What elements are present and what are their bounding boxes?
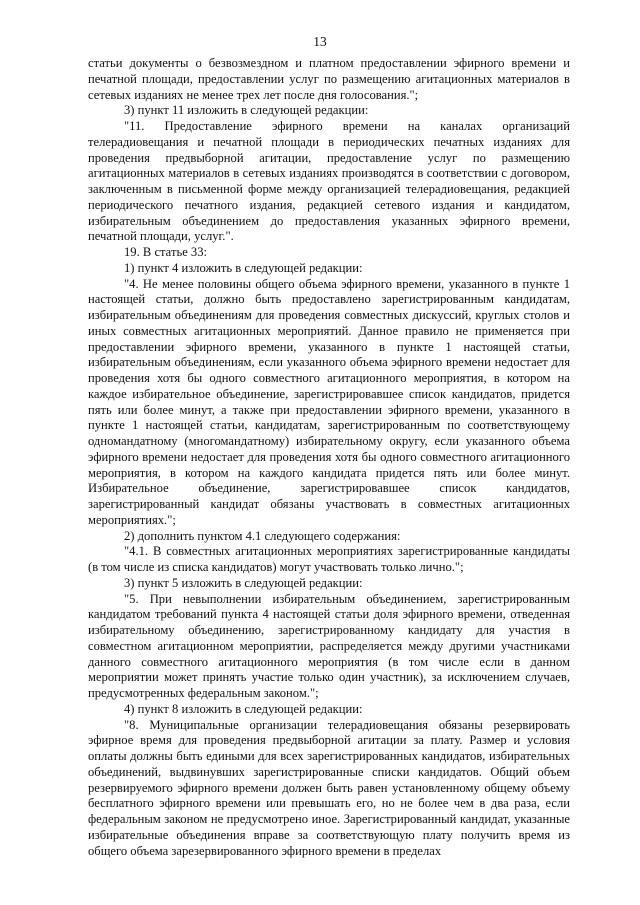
paragraph: 1) пункт 4 изложить в следующей редакции:: [124, 260, 363, 275]
paragraph: 19. В статье 33:: [124, 245, 208, 259]
paragraph: 3) пункт 11 изложить в следующей редакции:: [124, 103, 369, 118]
paragraph: "11. Предоставление эфирного времени на каналах организаций телерадиовещания и печатной площади в периодических печатных изданиях для проведения предвыборной агитации, предоставление услуг по размещению агитационных материалов в сетевых изданиях производятся в соответствии с договором, заключенным в письменной форме между организацией телерадиовещания, редакцией периодического печатного издания, редакцией сетевого издания и кандидатом, избирательным объединением до предоставления указанных эфирного времени, печатной площади, услуг.".: [88, 119, 570, 244]
paragraph: 3) пункт 5 изложить в следующей редакции:: [124, 575, 363, 590]
document-body: [88, 56, 570, 859]
paragraph: "8. Муниципальные организации телерадиовещания обязаны резервировать эфирное время для проведения предвыборной агитации за плату. Размер и условия оплаты должны быть едиными для всех зарегистрированных кандидатов, избирательных объединений, выдвинувших зарегистрированные списки кандидатов. Общий объем резервируемого эфирного времени должен быть равен установленному общему объему бесплатного эфирного времени или превышать его, но не более чем в два раза, если федеральным законом не предусмотрено иное. Зарегистрированный кандидат, указанные избирательные объединения вправе за соответствующую плату получить время из общего объема зарезервированного эфирного времени в пределах: [88, 717, 570, 858]
paragraph: "4. Не менее половины общего объема эфирного времени, указанного в пункте 1 настоящей статьи, должно быть предоставлено зарегистрированным кандидатам, избирательным объединениям для проведения совместных дискуссий, круглых столов и иных совместных агитационных мероприятий. Данное правило не применяется при предоставлении эфирного времени, указанного в пункте 1 настоящей статьи, избирательным объединениям, если указанного объема эфирного времени недостает для проведения хотя бы одного совместного агитационного мероприятия, в котором на каждое избирательное объединение, зарегистрировавшее список кандидатов, придется пять или более минут, а также при предоставлении эфирного времени, указанного в пункте 1 настоящей статьи, кандидатам, зарегистрированным по соответствующему одномандатному (многомандатному) избирательному округу, если указанного объема эфирного времени недостает для проведения хотя бы одного совместного агитационного мероприятия, в котором на каждого кандидата придется пять или более минут. Избирательное объединение, зарегистрировавшее список кандидатов, зарегистрированный кандидат обязаны участвовать в совместных агитационных мероприятиях.";: [88, 276, 570, 527]
paragraph: "4.1. В совместных агитационных мероприятиях зарегистрированные кандидаты (в том числе из списка кандидатов) могут участвовать только лично.";: [88, 544, 570, 574]
page-number: 13: [313, 34, 327, 49]
paragraph: 2) дополнить пунктом 4.1 следующего содержания:: [124, 528, 401, 543]
paragraph: "5. При невыполнении избирательным объединением, зарегистрированным кандидатом требований пункта 4 настоящей статьи доля эфирного времени, отведенная избирательному объединению, зарегистрированному кандидату для участия в совместном агитационном мероприятии, распределяется между другими участниками данного совместного агитационного мероприятия (в том числе если в данном мероприятии может принять участие только один участник), за исключением случаев, предусмотренных федеральным законом.";: [88, 591, 570, 700]
paragraph: 4) пункт 8 изложить в следующей редакции:: [124, 701, 363, 716]
paragraph: статьи документы о безвозмездном и платном предоставлении эфирного времени и печатной площади, предоставлении услуг по размещению агитационных материалов в сетевых изданиях не менее трех лет после дня голосования.";: [88, 56, 570, 102]
